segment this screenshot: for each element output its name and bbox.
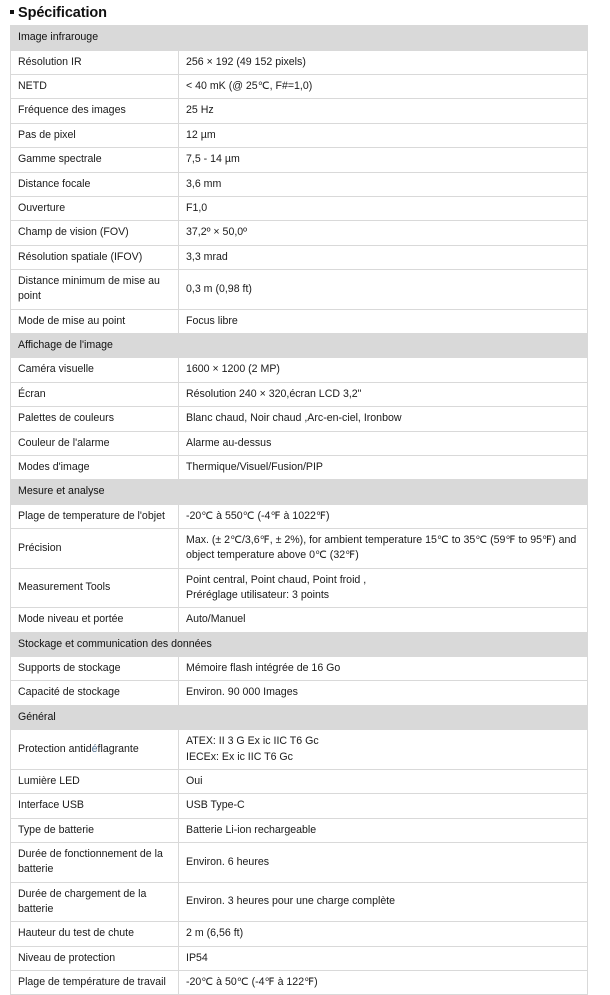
row-label-plage-de-temperature-de-l-objet: Plage de temperature de l'objet bbox=[11, 504, 179, 528]
row-label-ouverture: Ouverture bbox=[11, 196, 179, 220]
table-row bbox=[11, 431, 588, 455]
table-row bbox=[11, 730, 588, 770]
row-label-champ-de-vision-fov: Champ de vision (FOV) bbox=[11, 221, 179, 245]
row-label-hauteur-du-test-de-chute: Hauteur du test de chute bbox=[11, 922, 179, 946]
row-value-protection-antideflagrante bbox=[179, 730, 588, 770]
table-row bbox=[11, 245, 588, 269]
row-label-type-de-batterie: Type de batterie bbox=[11, 818, 179, 842]
table-row bbox=[11, 382, 588, 406]
row-label-plage-de-temperature-de-travail: Plage de température de travail bbox=[11, 971, 179, 995]
row-value-pas-de-pixel: 12 µm bbox=[179, 123, 588, 147]
row-label-protection-antideflagrante: Protection antidéflagrante bbox=[11, 730, 179, 770]
row-value-mode-niveau-et-portee: Auto/Manuel bbox=[179, 608, 588, 632]
row-value-palettes-de-couleurs: Blanc chaud, Noir chaud ,Arc-en-ciel, Ironbow bbox=[179, 407, 588, 431]
row-value-ecran: Résolution 240 × 320,écran LCD 3,2" bbox=[179, 382, 588, 406]
table-row bbox=[11, 504, 588, 528]
row-value-plage-de-temperature-de-travail: -20℃ à 50℃ (-4℉ à 122℉) bbox=[179, 971, 588, 995]
row-label-pas-de-pixel: Pas de pixel bbox=[11, 123, 179, 147]
row-value-couleur-de-l-alarme: Alarme au-dessus bbox=[179, 431, 588, 455]
table-row bbox=[11, 99, 588, 123]
row-label-lumiere-led: Lumière LED bbox=[11, 769, 179, 793]
row-label-measurement-tools: Measurement Tools bbox=[11, 568, 179, 608]
table-row bbox=[11, 528, 588, 568]
table-row bbox=[11, 50, 588, 74]
section-heading-mesure-et-analyse: Mesure et analyse bbox=[11, 480, 588, 504]
section-heading-general: Général bbox=[11, 705, 588, 729]
table-row bbox=[11, 608, 588, 632]
row-value-hauteur-du-test-de-chute: 2 m (6,56 ft) bbox=[179, 922, 588, 946]
row-label-interface-usb: Interface USB bbox=[11, 794, 179, 818]
table-row bbox=[11, 922, 588, 946]
page-title bbox=[0, 0, 610, 25]
row-value-niveau-de-protection: IP54 bbox=[179, 946, 588, 970]
row-value-modes-d-image: Thermique/Visuel/Fusion/PIP bbox=[179, 455, 588, 479]
row-value-mode-de-mise-au-point: Focus libre bbox=[179, 309, 588, 333]
row-value-resolution-ir: 256 × 192 (49 152 pixels) bbox=[179, 50, 588, 74]
row-label-frequence-des-images: Fréquence des images bbox=[11, 99, 179, 123]
row-value-distance-minimum-de-mise-au-point: 0,3 m (0,98 ft) bbox=[179, 269, 588, 309]
table-row bbox=[11, 842, 588, 882]
row-label-precision: Précision bbox=[11, 528, 179, 568]
square-bullet-icon bbox=[10, 10, 14, 14]
section-header-row bbox=[11, 334, 588, 358]
row-value-capacite-de-stockage: Environ. 90 000 Images bbox=[179, 681, 588, 705]
row-label-resolution-spatiale-ifov: Résolution spatiale (IFOV) bbox=[11, 245, 179, 269]
table-row bbox=[11, 75, 588, 99]
row-value-netd: < 40 mK (@ 25℃, F#=1,0) bbox=[179, 75, 588, 99]
table-row bbox=[11, 455, 588, 479]
table-row bbox=[11, 794, 588, 818]
row-label-mode-niveau-et-portee: Mode niveau et portée bbox=[11, 608, 179, 632]
table-row bbox=[11, 818, 588, 842]
table-row bbox=[11, 769, 588, 793]
row-value-line-1: ATEX: II 3 G Ex ic IIC T6 Gc bbox=[186, 735, 319, 748]
table-row bbox=[11, 148, 588, 172]
row-value-frequence-des-images: 25 Hz bbox=[179, 99, 588, 123]
row-value-ouverture: F1,0 bbox=[179, 196, 588, 220]
row-label-mode-de-mise-au-point: Mode de mise au point bbox=[11, 309, 179, 333]
row-label-couleur-de-l-alarme: Couleur de l'alarme bbox=[11, 431, 179, 455]
table-row bbox=[11, 657, 588, 681]
row-value-gamme-spectrale: 7,5 - 14 µm bbox=[179, 148, 588, 172]
row-value-champ-de-vision-fov: 37,2º × 50,0º bbox=[179, 221, 588, 245]
row-label-camera-visuelle: Caméra visuelle bbox=[11, 358, 179, 382]
section-header-row bbox=[11, 632, 588, 656]
row-label-distance-focale: Distance focale bbox=[11, 172, 179, 196]
table-row bbox=[11, 882, 588, 922]
table-row bbox=[11, 946, 588, 970]
row-label-distance-minimum-de-mise-au-point: Distance minimum de mise au point bbox=[11, 269, 179, 309]
row-value-duree-de-chargement-de-la-batterie: Environ. 3 heures pour une charge complète bbox=[179, 882, 588, 922]
row-label-ecran: Écran bbox=[11, 382, 179, 406]
row-value-precision: Max. (± 2℃/3,6℉, ± 2%), for ambient temperature 15℃ to 35℃ (59℉ to 95℉) and object temperature above 0℃ (32℉) bbox=[179, 528, 588, 568]
section-header-row bbox=[11, 26, 588, 50]
table-row bbox=[11, 568, 588, 608]
row-value-distance-focale: 3,6 mm bbox=[179, 172, 588, 196]
row-value-line-2: IECEx: Ex ic IIC T6 Gc bbox=[186, 750, 293, 763]
table-row bbox=[11, 358, 588, 382]
section-header-row bbox=[11, 480, 588, 504]
row-value-line-1: Point central, Point chaud, Point froid , bbox=[186, 573, 367, 586]
row-label-modes-d-image: Modes d'image bbox=[11, 455, 179, 479]
section-heading-stockage-et-communication-des-donnees: Stockage et communication des données bbox=[11, 632, 588, 656]
row-label-duree-de-fonctionnement-de-la-batterie: Durée de fonctionnement de la batterie bbox=[11, 842, 179, 882]
row-value-line-2: Préréglage utilisateur: 3 points bbox=[186, 589, 330, 602]
row-value-camera-visuelle: 1600 × 1200 (2 MP) bbox=[179, 358, 588, 382]
section-heading-affichage-de-l-image: Affichage de l'image bbox=[11, 334, 588, 358]
table-row bbox=[11, 407, 588, 431]
row-value-supports-de-stockage: Mémoire flash intégrée de 16 Go bbox=[179, 657, 588, 681]
specification-table-body bbox=[11, 26, 588, 995]
row-value-duree-de-fonctionnement-de-la-batterie: Environ. 6 heures bbox=[179, 842, 588, 882]
section-header-row bbox=[11, 705, 588, 729]
row-label-netd: NETD bbox=[11, 75, 179, 99]
table-row bbox=[11, 681, 588, 705]
row-value-resolution-spatiale-ifov: 3,3 mrad bbox=[179, 245, 588, 269]
row-label-resolution-ir: Résolution IR bbox=[11, 50, 179, 74]
row-label-gamme-spectrale: Gamme spectrale bbox=[11, 148, 179, 172]
page-title-text: Spécification bbox=[18, 5, 107, 21]
row-value-type-de-batterie: Batterie Li-ion rechargeable bbox=[179, 818, 588, 842]
row-label-palettes-de-couleurs: Palettes de couleurs bbox=[11, 407, 179, 431]
table-row bbox=[11, 269, 588, 309]
table-row bbox=[11, 309, 588, 333]
table-row bbox=[11, 172, 588, 196]
row-value-lumiere-led: Oui bbox=[179, 769, 588, 793]
table-row bbox=[11, 221, 588, 245]
row-value-measurement-tools bbox=[179, 568, 588, 608]
table-row bbox=[11, 123, 588, 147]
row-label-supports-de-stockage: Supports de stockage bbox=[11, 657, 179, 681]
table-row bbox=[11, 971, 588, 995]
row-value-plage-de-temperature-de-l-objet: -20℃ à 550℃ (-4℉ à 1022℉) bbox=[179, 504, 588, 528]
table-row bbox=[11, 196, 588, 220]
row-label-capacite-de-stockage: Capacité de stockage bbox=[11, 681, 179, 705]
row-value-interface-usb: USB Type-C bbox=[179, 794, 588, 818]
section-heading-image-infrarouge: Image infrarouge bbox=[11, 26, 588, 50]
row-label-niveau-de-protection: Niveau de protection bbox=[11, 946, 179, 970]
row-label-duree-de-chargement-de-la-batterie: Durée de chargement de la batterie bbox=[11, 882, 179, 922]
specification-table bbox=[10, 25, 588, 995]
